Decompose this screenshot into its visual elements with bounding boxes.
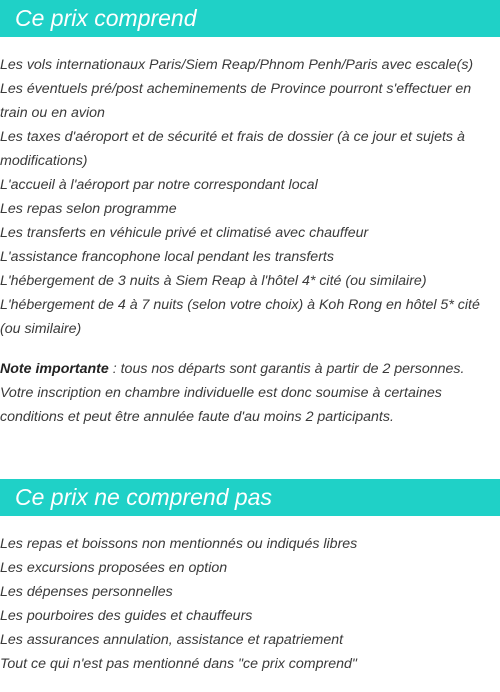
list-item: Les repas selon programme [0, 201, 177, 217]
list-item: Les repas et boissons non mentionnés ou indiqués libres [0, 536, 358, 552]
excludes-section-title: Ce prix ne comprend pas [0, 479, 500, 516]
note-label: Note importante [0, 361, 109, 377]
list-item: L'assistance francophone local pendant les transferts [0, 249, 334, 265]
list-item: Les pourboires des guides et chauffeurs [0, 608, 253, 624]
list-item: Les dépenses personnelles [0, 584, 173, 600]
list-item: Les vols internationaux Paris/Siem Reap/Phnom Penh/Paris avec escale(s) [0, 57, 474, 73]
list-item: Les taxes d'aéroport et de sécurité et frais de dossier (à ce jour et sujets à modifications) [0, 129, 465, 169]
note-text: : tous nos départs sont garantis à partir de 2 personnes. Votre inscription en chambre individuelle est donc soumise à certaines conditions et peut être annulée faute d'au moins 2 participants. [0, 361, 465, 425]
list-item: Les assurances annulation, assistance et rapatriement [0, 632, 344, 648]
list-item: Les transferts en véhicule privé et climatisé avec chauffeur [0, 225, 369, 241]
list-item: Les éventuels pré/post acheminements de Province pourront s'effectuer en train ou en avion [0, 81, 472, 121]
list-item: L'hébergement de 3 nuits à Siem Reap à l'hôtel 4* cité (ou similaire) [0, 273, 427, 289]
important-note [0, 357, 500, 429]
includes-list [0, 53, 500, 341]
list-item: L'accueil à l'aéroport par notre correspondant local [0, 177, 318, 193]
includes-section-title: Ce prix comprend [0, 0, 500, 37]
list-item: Les excursions proposées en option [0, 560, 228, 576]
list-item: L'hébergement de 4 à 7 nuits (selon votre choix) à Koh Rong en hôtel 5* cité (ou similaire) [0, 297, 480, 337]
list-item: Tout ce qui n'est pas mentionné dans "ce prix comprend" [0, 656, 357, 672]
excludes-list [0, 532, 500, 676]
